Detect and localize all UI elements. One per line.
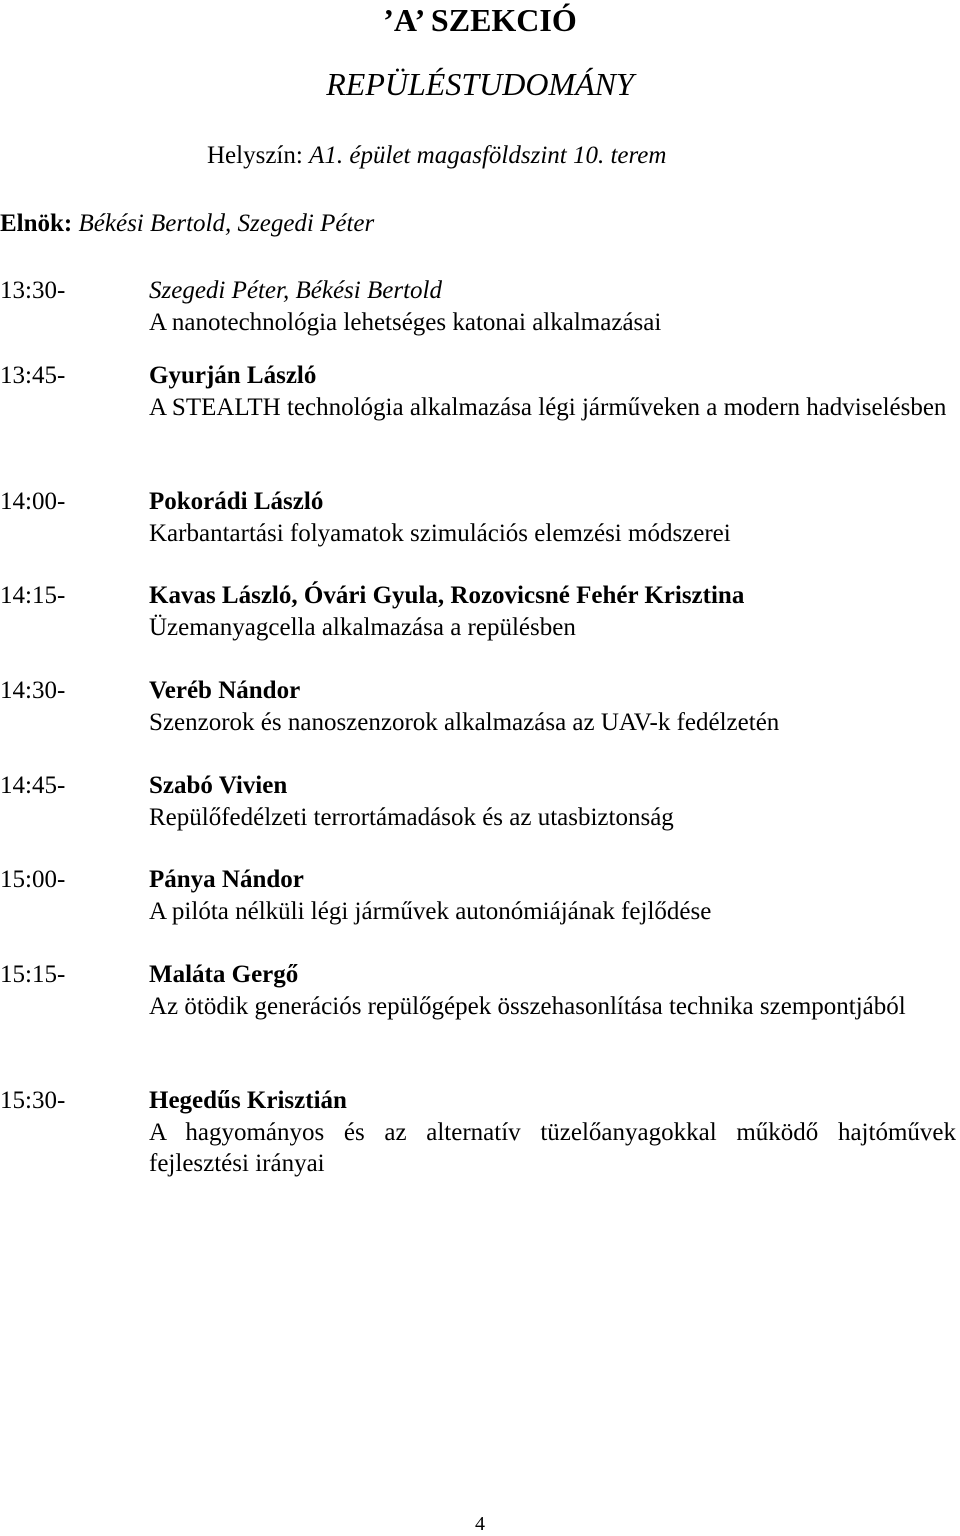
talk-title: Üzemanyagcella alkalmazása a repülésben xyxy=(149,613,576,641)
talk-entry xyxy=(0,770,958,833)
talk-time: 13:45- xyxy=(0,362,66,389)
talk-speakers: Veréb Nándor xyxy=(149,677,301,704)
talk-speakers: Pánya Nándor xyxy=(149,866,304,893)
talk-entry xyxy=(0,275,958,338)
talk-title: Az ötödik generációs repülőgépek összehasonlítása technika szempontjából xyxy=(149,992,906,1020)
talk-entry xyxy=(0,675,958,738)
talk-speakers: Pokorádi László xyxy=(149,488,324,515)
talk-title: A nanotechnológia lehetséges katonai alkalmazásai xyxy=(149,308,662,336)
talk-speakers: Szegedi Péter, Békési Bertold xyxy=(149,277,442,304)
talk-time: 14:45- xyxy=(0,772,66,799)
section-title: ’A’ SZEKCIÓ xyxy=(383,2,577,38)
talk-time: 15:15- xyxy=(0,961,66,988)
talk-title: A STEALTH technológia alkalmazása légi járműveken a modern hadviselésben xyxy=(149,393,947,421)
talk-time: 13:30- xyxy=(0,277,66,304)
chair-line xyxy=(0,207,374,241)
talk-time: 14:30- xyxy=(0,677,66,704)
talk-title: A pilóta nélküli légi járművek autonómiájának fejlődése xyxy=(149,897,712,925)
talk-title: Repülőfedélzeti terrortámadások és az utasbiztonság xyxy=(149,803,674,831)
talk-time: 14:00- xyxy=(0,488,66,515)
chair-names: Békési Bertold, Szegedi Péter xyxy=(78,210,375,237)
talk-title: Szenzorok és nanoszenzorok alkalmazása az UAV-k fedélzetén xyxy=(149,708,780,736)
talk-speakers: Maláta Gergő xyxy=(149,961,299,988)
venue-line xyxy=(207,139,666,173)
talk-speakers: Hegedűs Krisztián xyxy=(149,1087,347,1114)
discipline-title: REPÜLÉSTUDOMÁNY xyxy=(326,66,634,102)
talk-entry xyxy=(0,360,958,423)
talk-entry xyxy=(0,959,958,1022)
page-number: 4 xyxy=(475,1513,485,1535)
talk-entry xyxy=(0,864,958,927)
talk-title: A hagyományos és az alternatív tüzelőanyagokkal működő hajtóművek fejlesztési irányai xyxy=(149,1118,956,1177)
talk-time: 15:30- xyxy=(0,1087,66,1114)
venue-value: A1. épület magasföldszint 10. terem xyxy=(309,142,667,169)
talk-entry xyxy=(0,1085,958,1180)
talk-time: 14:15- xyxy=(0,582,66,609)
talk-entry xyxy=(0,580,958,643)
talk-speakers: Kavas László, Óvári Gyula, Rozovicsné Fehér Krisztina xyxy=(149,582,745,609)
talk-speakers: Gyurján László xyxy=(149,362,317,389)
talk-title: Karbantartási folyamatok szimulációs elemzési módszerei xyxy=(149,519,731,547)
talk-speakers: Szabó Vivien xyxy=(149,772,288,799)
venue-label: Helyszín: xyxy=(207,142,310,169)
chair-label: Elnök: xyxy=(0,210,79,237)
talk-time: 15:00- xyxy=(0,866,66,893)
talk-entry xyxy=(0,486,958,549)
